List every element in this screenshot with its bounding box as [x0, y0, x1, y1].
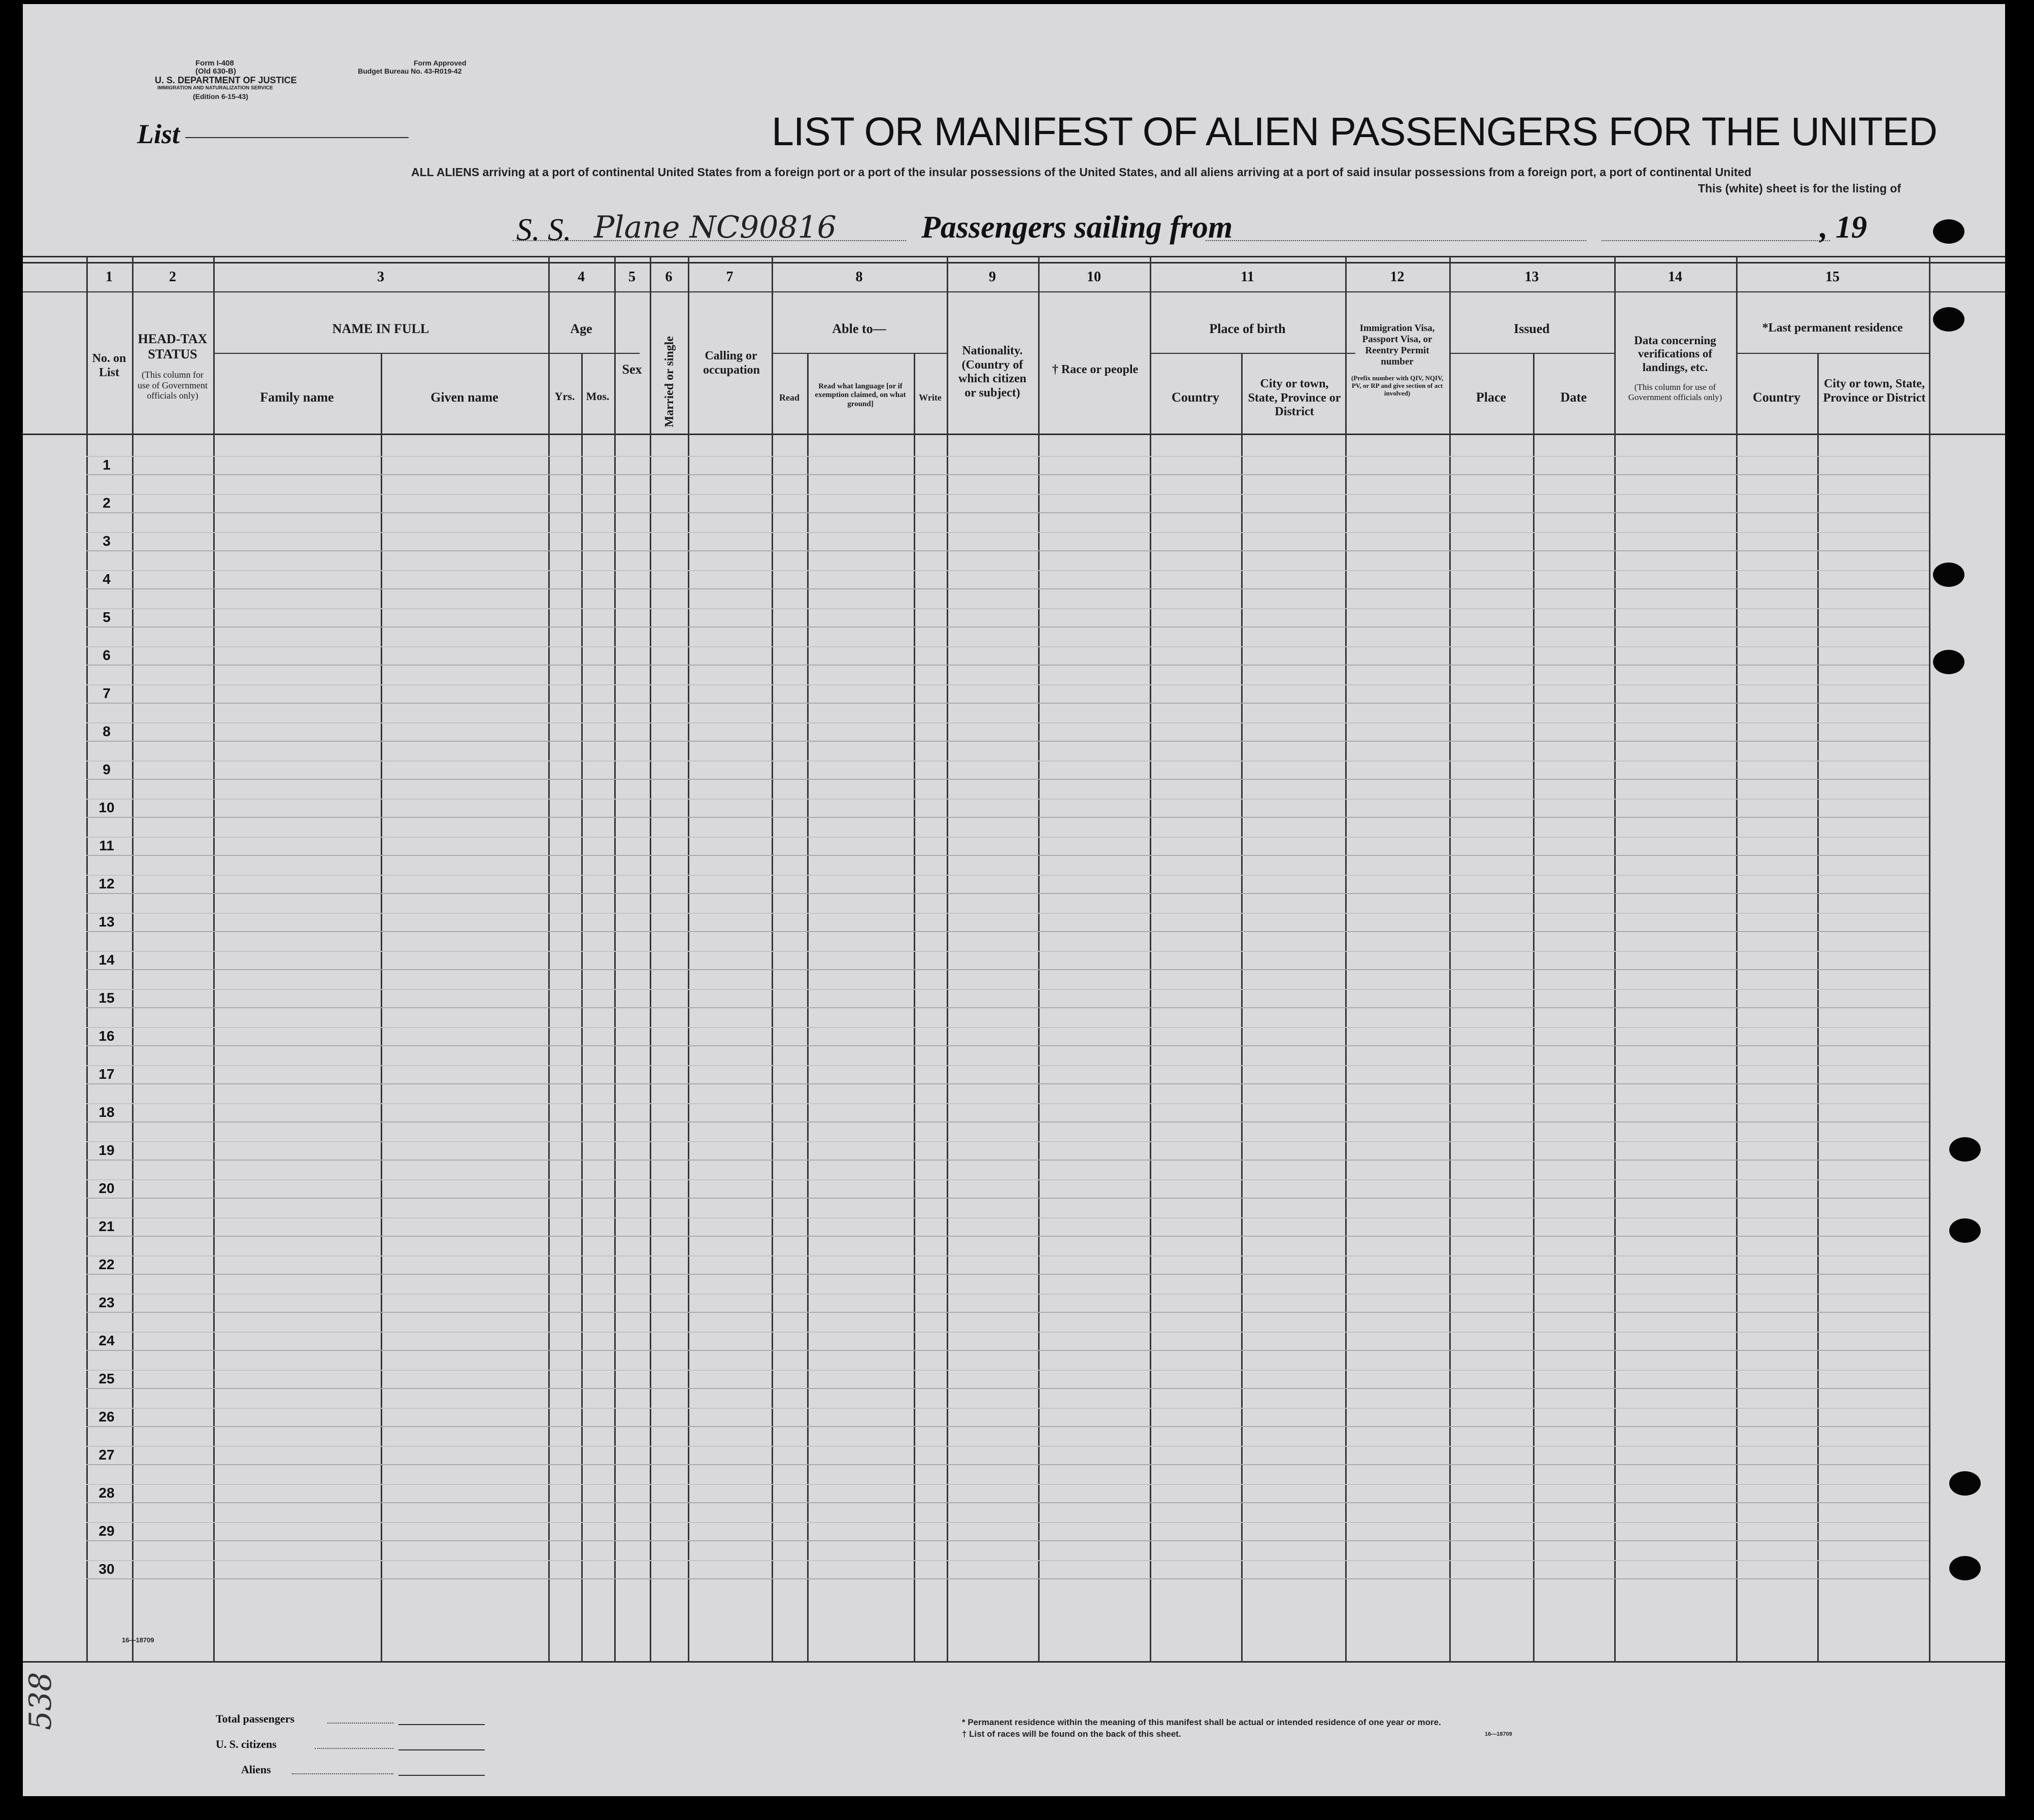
- row-number: 28: [98, 1485, 115, 1501]
- row-rule: [86, 703, 1929, 704]
- row-rule: [86, 1121, 1929, 1122]
- footnote-residence: * Permanent residence within the meaning of this manifest shall be actual or intended residence of one year or more.: [962, 1717, 1441, 1727]
- row-number: 14: [98, 952, 115, 968]
- row-number: 15: [98, 990, 115, 1006]
- col-number: 2: [169, 269, 176, 285]
- table-top-rule-1: [23, 256, 2005, 257]
- row-subrule: [86, 913, 1929, 914]
- subtitle-line-1: ALL ALIENS arriving at a port of continental United States from a foreign port or a port of the insular possessions of the United States, and all aliens arriving at a port of said insular possessions from a foreign port, a port of continental United: [411, 166, 1752, 179]
- row-number: 13: [98, 914, 115, 930]
- col-number: 7: [726, 269, 733, 285]
- row-subrule: [86, 799, 1929, 800]
- table-top-rule-2: [23, 262, 2005, 263]
- able-subrule: [772, 353, 947, 354]
- row-rule: [86, 817, 1929, 818]
- row-subrule: [86, 1408, 1929, 1409]
- footer-total-dots: [327, 1723, 393, 1724]
- col-line: [1150, 256, 1151, 1662]
- row-rule: [86, 1045, 1929, 1046]
- punch-hole: [1933, 219, 1964, 244]
- col-line: [614, 256, 616, 1662]
- header-given-name: Given name: [430, 390, 498, 405]
- row-subrule: [86, 646, 1929, 647]
- col-line: [1449, 256, 1451, 1662]
- col-number: 4: [578, 269, 585, 285]
- row-subrule: [86, 1522, 1929, 1523]
- row-rule: [86, 1502, 1929, 1503]
- row-number: 24: [98, 1333, 115, 1348]
- col-line: [1929, 256, 1930, 1662]
- row-subrule: [86, 1560, 1929, 1561]
- row-number: 25: [98, 1371, 115, 1386]
- print-code-right: 16—18709: [1485, 1731, 1512, 1737]
- row-subrule: [86, 1332, 1929, 1333]
- form-approved: Form Approved: [414, 59, 466, 67]
- header-issued: Issued: [1514, 321, 1550, 336]
- row-subrule: [86, 1484, 1929, 1485]
- row-subrule: [86, 1065, 1929, 1066]
- row-rule: [86, 1350, 1929, 1351]
- header-bottom-rule: [23, 434, 2005, 435]
- header-nationality: Nationality. (Country of which citizen or subject): [958, 344, 1026, 400]
- col-line: [688, 256, 689, 1662]
- header-last-residence: *Last permanent residence: [1762, 321, 1903, 335]
- header-visa: Immigration Visa, Passport Visa, or Reentry Permit number: [1359, 323, 1435, 367]
- header-verifications-note: (This column for use of Government officials only): [1628, 382, 1722, 402]
- header-verifications: Data concerning verifications of landings, etc.: [1634, 334, 1716, 374]
- row-rule: [86, 1160, 1929, 1161]
- row-rule: [86, 588, 1929, 589]
- list-label: List: [137, 119, 180, 149]
- footer-aliens-label: Aliens: [241, 1763, 271, 1776]
- footer-citizens-label: U. S. citizens: [216, 1738, 277, 1750]
- ship-name-line: [513, 240, 906, 241]
- header-birth-city: City or town, State, Province or District: [1248, 377, 1341, 419]
- col-number: 11: [1241, 269, 1254, 285]
- col-line: [1345, 256, 1347, 1662]
- manifest-sheet: [23, 4, 2005, 1796]
- row-subrule: [86, 608, 1929, 609]
- row-rule: [86, 741, 1929, 742]
- row-subrule: [86, 1370, 1929, 1371]
- row-rule: [86, 1007, 1929, 1008]
- row-rule: [86, 1388, 1929, 1389]
- col-line: [1614, 256, 1616, 1662]
- col-number: 13: [1524, 269, 1539, 285]
- row-subrule: [86, 1179, 1929, 1180]
- header-name-in-full: NAME IN FULL: [332, 321, 429, 336]
- col-number: 9: [989, 269, 996, 285]
- row-number: 10: [98, 800, 115, 815]
- row-subrule: [86, 1103, 1929, 1104]
- sailing-from-line: [1206, 240, 1586, 241]
- header-read-language: Read what language [or if exemption claimed, on what ground]: [815, 382, 906, 408]
- header-able-to: Able to—: [832, 321, 886, 336]
- header-write: Write: [919, 392, 942, 403]
- page-title: LIST OR MANIFEST OF ALIEN PASSENGERS FOR THE UNITED: [772, 109, 1938, 154]
- col-line: [213, 256, 215, 1662]
- header-married: Married or single: [663, 336, 677, 427]
- punch-hole: [1949, 1471, 1981, 1496]
- row-rule: [86, 1426, 1929, 1427]
- header-visa-note: (Prefix number with QIV, NQIV, PV, or RP and give section of act involved): [1351, 374, 1444, 397]
- edition: (Edition 6-15-43): [193, 92, 248, 101]
- header-race: † Race or people: [1052, 363, 1139, 376]
- row-rule: [86, 1083, 1929, 1084]
- row-subrule: [86, 760, 1929, 762]
- row-rule: [86, 893, 1929, 894]
- row-subrule: [86, 1446, 1929, 1447]
- row-subrule: [86, 456, 1929, 457]
- residence-subrule: [1736, 353, 1929, 354]
- row-number: 5: [103, 609, 111, 625]
- list-underline: [185, 137, 409, 138]
- header-family-name: Family name: [260, 390, 334, 405]
- footer-citizens-dots: [315, 1748, 393, 1749]
- row-subrule: [86, 875, 1929, 876]
- header-residence-city: City or town, State, Province or District: [1823, 377, 1926, 405]
- row-subrule: [86, 837, 1929, 838]
- row-subrule: [86, 951, 1929, 952]
- row-number: 29: [98, 1523, 115, 1539]
- row-subrule: [86, 1141, 1929, 1142]
- row-number: 8: [103, 723, 111, 739]
- header-yrs: Yrs.: [554, 390, 575, 403]
- name-subrule: [213, 353, 571, 354]
- row-rule: [86, 855, 1929, 856]
- sailing-label: Passengers sailing from: [921, 210, 1233, 245]
- footer-total-line: [398, 1724, 485, 1725]
- row-rule: [86, 626, 1929, 627]
- row-number: 22: [98, 1256, 115, 1272]
- row-rule: [86, 474, 1929, 475]
- header-sex: Sex: [622, 362, 642, 377]
- row-subrule: [86, 722, 1929, 723]
- footer-citizens-line: [398, 1749, 485, 1750]
- col-line: [772, 256, 773, 1662]
- side-number-handwritten: 538: [23, 1672, 58, 1730]
- subtitle-line-2: This (white) sheet is for the listing of: [1698, 182, 1901, 195]
- col-line: [1736, 256, 1738, 1662]
- row-rule: [86, 1236, 1929, 1237]
- row-number: 16: [98, 1028, 115, 1044]
- col-line: [650, 256, 651, 1662]
- header-birth-country: Country: [1172, 390, 1219, 405]
- col-number: 8: [855, 269, 863, 285]
- row-rule: [86, 779, 1929, 780]
- header-head-tax: HEAD-TAX STATUS: [138, 332, 208, 361]
- age-subrule: [548, 353, 640, 354]
- ship-name-handwritten: Plane NC90816: [594, 210, 837, 245]
- row-rule: [86, 1464, 1929, 1465]
- punch-hole: [1933, 650, 1964, 674]
- row-number: 26: [98, 1409, 115, 1425]
- header-issued-place: Place: [1476, 390, 1507, 405]
- year-label: , 19: [1820, 210, 1867, 245]
- header-no-on-list: No. on List: [92, 352, 126, 379]
- row-rule: [86, 550, 1929, 551]
- row-number: 2: [103, 495, 111, 511]
- row-rule: [86, 1198, 1929, 1199]
- service: IMMIGRATION AND NATURALIZATION SERVICE: [157, 85, 273, 91]
- department: U. S. DEPARTMENT OF JUSTICE: [155, 75, 297, 85]
- col-line: [548, 256, 550, 1662]
- header-mos: Mos.: [586, 390, 610, 403]
- header-head-tax-note: (This column for use of Government officials only): [138, 370, 208, 401]
- row-subrule: [86, 1294, 1929, 1295]
- row-number: 23: [98, 1295, 115, 1310]
- row-subrule: [86, 494, 1929, 495]
- print-code-left: 16—18709: [122, 1636, 154, 1644]
- row-number: 4: [103, 571, 111, 587]
- row-subrule: [86, 532, 1929, 533]
- header-residence-country: Country: [1753, 390, 1800, 405]
- col-line: [86, 256, 88, 1662]
- old-form-number: (Old 630-B): [195, 67, 237, 76]
- row-subrule: [86, 1217, 1929, 1218]
- row-number: 1: [103, 457, 111, 473]
- row-number: 30: [98, 1561, 115, 1577]
- row-rule: [86, 1312, 1929, 1313]
- birth-subrule: [1150, 353, 1355, 354]
- row-rule: [86, 1274, 1929, 1275]
- punch-hole: [1949, 1218, 1981, 1243]
- header-read: Read: [779, 392, 799, 403]
- row-number: 7: [103, 685, 111, 701]
- row-number: 12: [98, 876, 115, 891]
- col-line: [1038, 256, 1040, 1662]
- row-subrule: [86, 989, 1929, 990]
- budget-bureau: Budget Bureau No. 43-R019-42: [358, 67, 462, 75]
- row-number: 19: [98, 1142, 115, 1158]
- row-number: 18: [98, 1104, 115, 1120]
- row-number: 6: [103, 647, 111, 663]
- row-rule: [86, 1540, 1929, 1541]
- row-subrule: [86, 570, 1929, 571]
- punch-hole: [1933, 562, 1964, 587]
- header-age: Age: [570, 321, 592, 336]
- col-number: 6: [665, 269, 673, 285]
- col-number: 15: [1825, 269, 1840, 285]
- header-issued-date: Date: [1560, 390, 1587, 405]
- punch-hole: [1933, 307, 1964, 332]
- header-place-of-birth: Place of birth: [1209, 321, 1286, 336]
- col-number: 12: [1390, 269, 1405, 285]
- row-number: 21: [98, 1218, 115, 1234]
- punch-hole: [1949, 1137, 1981, 1162]
- row-number: 3: [103, 533, 111, 549]
- row-number: 9: [103, 762, 111, 777]
- row-rule: [86, 512, 1929, 513]
- col-number: 5: [628, 269, 636, 285]
- ship-label: S. S.: [516, 213, 572, 247]
- row-rule: [86, 969, 1929, 970]
- number-row-rule: [23, 291, 2005, 292]
- row-subrule: [86, 1027, 1929, 1028]
- row-rule: [86, 1578, 1929, 1579]
- date-line: [1602, 240, 1830, 241]
- col-number: 10: [1087, 269, 1101, 285]
- table-bottom-rule: [23, 1661, 2005, 1663]
- col-line: [947, 256, 948, 1662]
- punch-hole: [1949, 1556, 1981, 1580]
- row-number: 11: [99, 838, 114, 853]
- row-number: 20: [98, 1180, 115, 1196]
- row-number: 17: [98, 1066, 115, 1082]
- issued-subrule: [1449, 353, 1614, 354]
- row-subrule: [86, 684, 1929, 685]
- col-line: [132, 256, 134, 1662]
- row-number: 27: [98, 1447, 115, 1463]
- footer-aliens-dots: [292, 1773, 393, 1774]
- col-number: 3: [377, 269, 384, 285]
- footer-aliens-line: [398, 1775, 485, 1776]
- row-subrule: [86, 1255, 1929, 1256]
- row-rule: [86, 931, 1929, 932]
- col-number: 14: [1668, 269, 1682, 285]
- row-rule: [86, 665, 1929, 666]
- footer-total-label: Total passengers: [216, 1712, 295, 1725]
- col-number: 1: [106, 269, 113, 285]
- header-calling: Calling or occupation: [703, 349, 760, 377]
- form-number: Form I-408: [195, 59, 234, 68]
- footnote-races: † List of races will be found on the back of this sheet.: [962, 1729, 1181, 1739]
